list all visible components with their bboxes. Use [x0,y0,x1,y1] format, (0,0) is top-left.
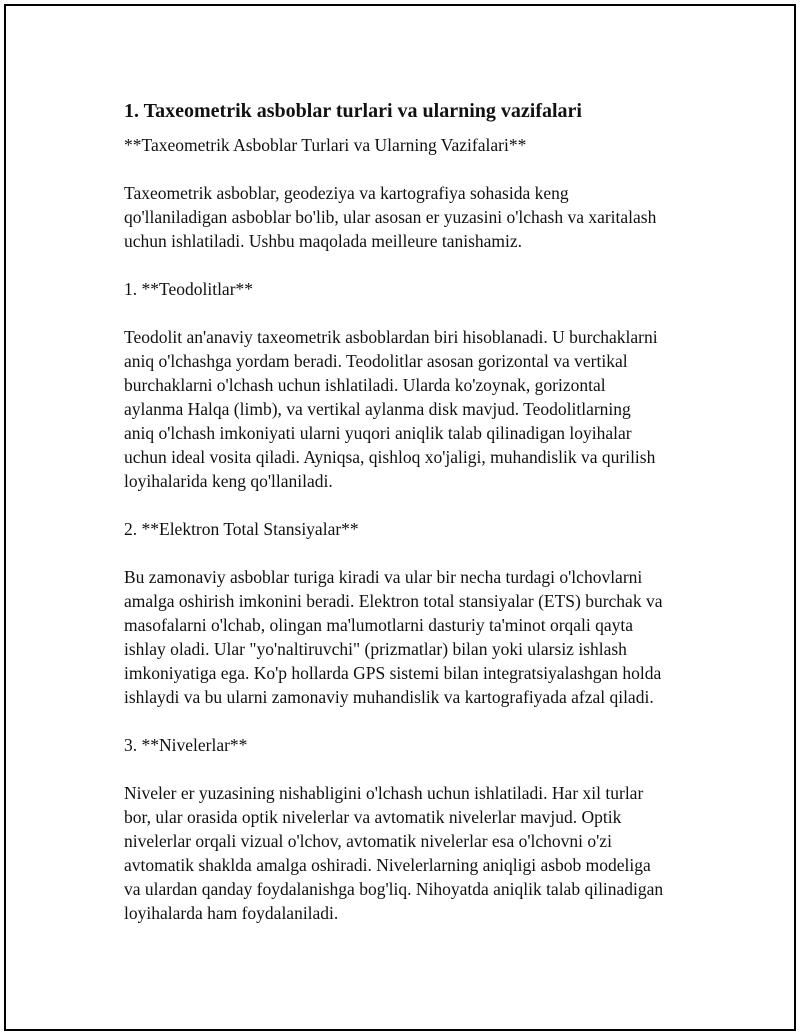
document-subtitle: **Taxeometrik Asboblar Turlari va Ularning Vazifalari** [124,135,527,155]
section-heading-nivelerlar: 3. **Nivelerlar** [124,735,248,755]
paragraph-line: uchun ideal vosita qiladi. Ayniqsa, qishloq xo'jaligi, muhandislik va qurilish [124,447,656,467]
page-frame [4,4,796,1031]
paragraph-line: loyihalarda ham foydalaniladi. [124,903,339,923]
paragraph-line: aylanma Halqa (limb), va vertikal aylanma disk mavjud. Teodolitlarning [124,399,631,419]
paragraph-line: Bu zamonaviy asboblar turiga kiradi va ular bir necha turdagi o'lchovlarni [124,567,643,587]
section-paragraph-teodolitlar [124,325,704,493]
paragraph-line: aniq o'lchashga yordam beradi. Teodolitlar asosan gorizontal va vertikal [124,351,628,371]
paragraph-line: Taxeometrik asboblar, geodeziya va kartografiya sohasida keng [124,183,569,203]
section-paragraph-nivelerlar [124,781,704,925]
paragraph-line: masofalarni o'lchab, olingan ma'lumotlarni dasturiy ta'minot orqali qayta [124,615,634,635]
paragraph-line: ishlay oladi. Ular "yo'naltiruvchi" (prizmatlar) bilan yoki ularsiz ishlash [124,639,627,659]
paragraph-line: burchaklarni o'lchash uchun ishlatiladi. Ularda ko'zoynak, gorizontal [124,375,606,395]
paragraph-line: qo'llaniladigan asboblar bo'lib, ular asosan er yuzasini o'lchash va xaritalash [124,207,657,227]
paragraph-line: amalga oshirish imkonini beradi. Elektron total stansiyalar (ETS) burchak va [124,591,663,611]
paragraph-line: Niveler er yuzasining nishabligini o'lchash uchun ishlatiladi. Har xil turlar [124,783,644,803]
paragraph-line: nivelerlar orqali vizual o'lchov, avtomatik nivelerlar esa o'lchovni o'zi [124,831,612,851]
intro-paragraph [124,181,704,253]
paragraph-line: avtomatik shaklda amalga oshiradi. Nivelerlarning aniqligi asbob modeliga [124,855,651,875]
paragraph-line: bor, ular orasida optik nivelerlar va avtomatik nivelerlar mavjud. Optik [124,807,622,827]
paragraph-line: uchun ishlatiladi. Ushbu maqolada meilleure tanishamiz. [124,231,523,251]
document-body [124,98,704,949]
paragraph-line: ishlaydi va bu ularni zamonaviy muhandislik va kartografiyada afzal qiladi. [124,687,654,707]
section-heading-teodolitlar: 1. **Teodolitlar** [124,279,254,299]
paragraph-line: loyihalarida keng qo'llaniladi. [124,471,333,491]
section-heading-elektron-total-stansiyalar: 2. **Elektron Total Stansiyalar** [124,519,359,539]
paragraph-line: Teodolit an'anaviy taxeometrik asboblardan biri hisoblanadi. U burchaklarni [124,327,658,347]
paragraph-line: imkoniyatiga ega. Ko'p hollarda GPS sistemi bilan integratsiyalashgan holda [124,663,662,683]
paragraph-line: va ulardan qanday foydalanishga bog'liq. Nihoyatda aniqlik talab qilinadigan [124,879,664,899]
section-paragraph-elektron-total-stansiyalar [124,565,704,709]
page-title: 1. Taxeometrik asboblar turlari va ularning vazifalari [124,100,582,122]
paragraph-line: aniq o'lchash imkoniyati ularni yuqori aniqlik talab qilinadigan loyihalar [124,423,632,443]
